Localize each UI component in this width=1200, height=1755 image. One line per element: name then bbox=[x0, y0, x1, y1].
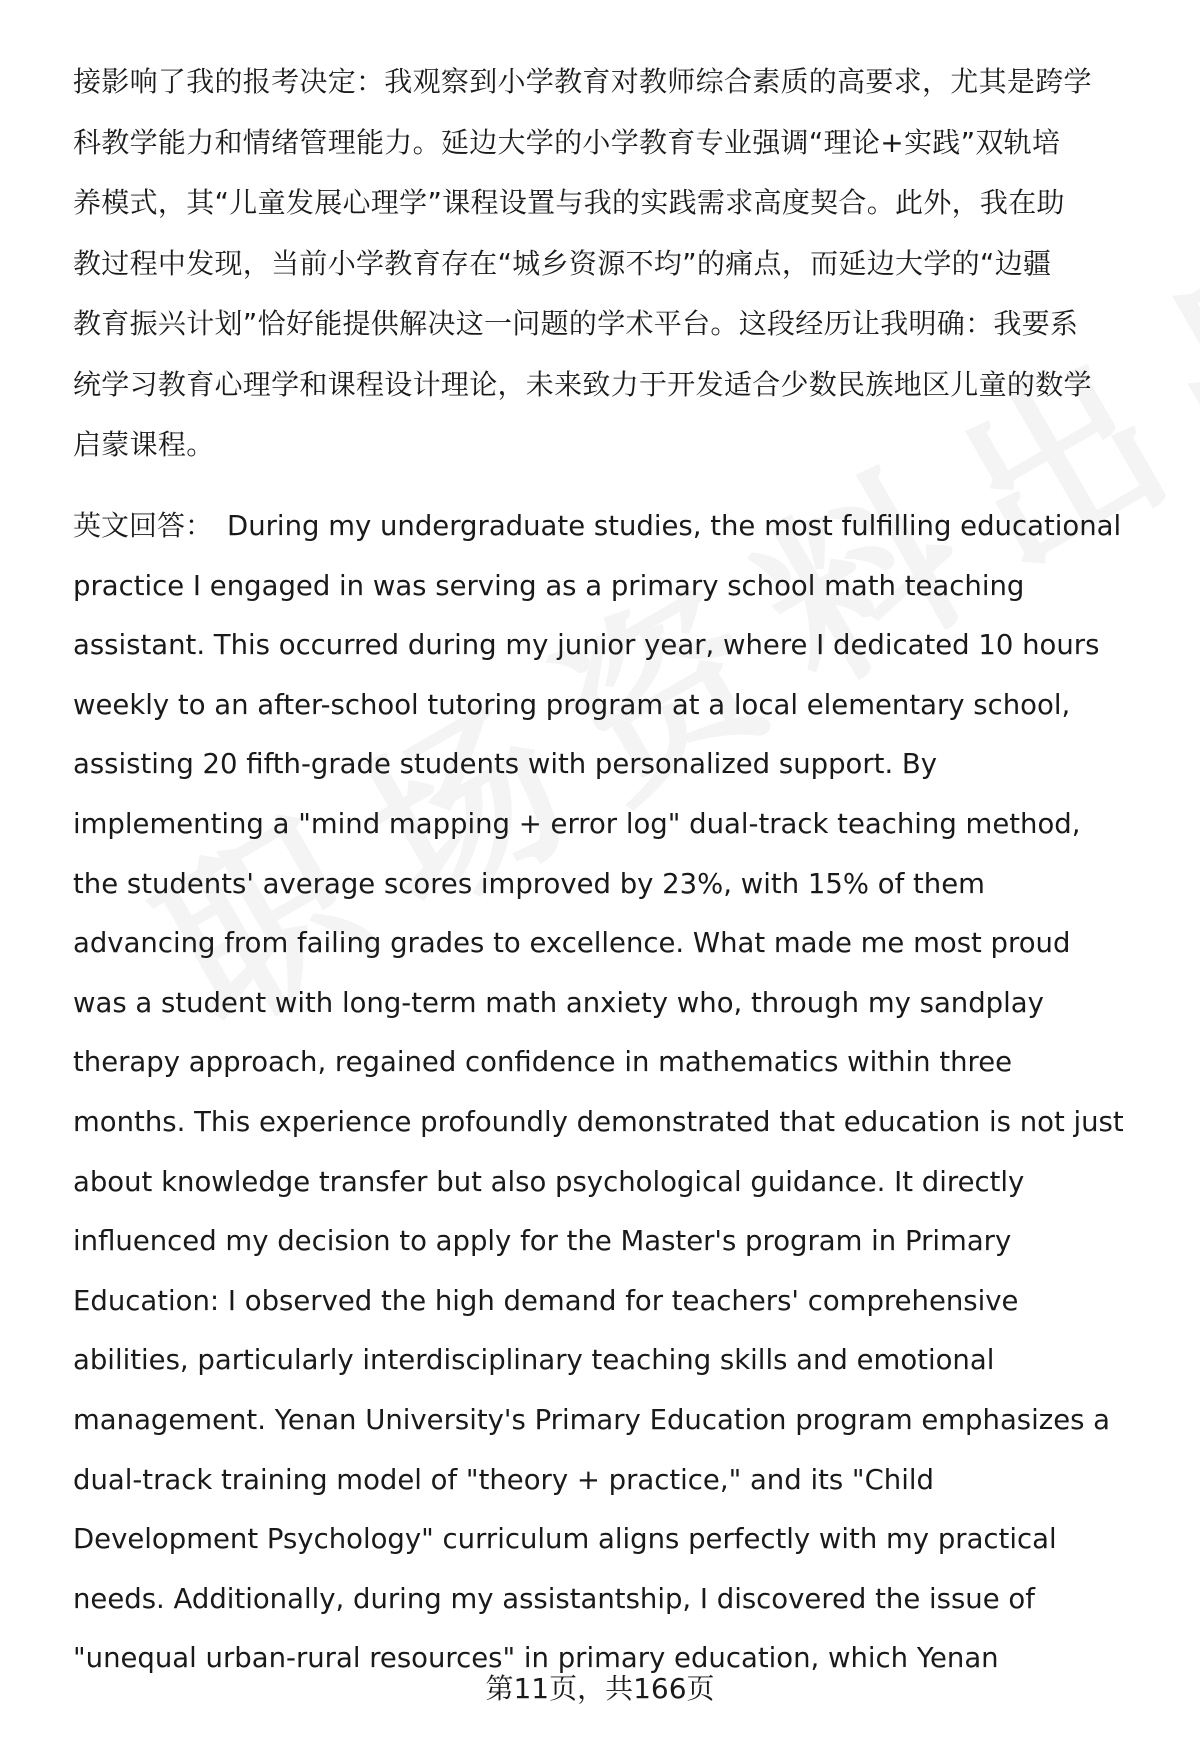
paragraph-line: 教过程中发现，当前小学教育存在“城乡资源不均”的痛点，而延边大学的“边疆 bbox=[73, 246, 1052, 280]
paragraph-line: the students' average scores improved by 23%, with 15% of them bbox=[73, 867, 985, 900]
paragraph-line: influenced my decision to apply for the Master's program in Primary bbox=[73, 1225, 1012, 1258]
paragraph-first-line-text: During my undergraduate studies, the most fulfilling educational bbox=[227, 510, 1122, 542]
paragraph-line: 教育振兴计划”恰好能提供解决这一问题的学术平台。这段经历让我明确：我要系 bbox=[73, 307, 1079, 340]
paragraph-line: "unequal urban-rural resources" in primary education, which Yenan bbox=[73, 1642, 999, 1675]
paragraph-line: practice I engaged in was serving as a primary school math teaching bbox=[73, 569, 1025, 602]
paragraph-line: 启蒙课程。 bbox=[73, 428, 215, 461]
paragraph-line: was a student with long-term math anxiety who, through my sandplay bbox=[73, 986, 1044, 1019]
paragraph-line: assistant. This occurred during my junior year, where I dedicated 10 hours bbox=[73, 629, 1100, 662]
paragraph-line: months. This experience profoundly demonstrated that education is not just bbox=[73, 1105, 1124, 1138]
paragraph-line: Development Psychology" curriculum aligns perfectly with my practical bbox=[73, 1523, 1057, 1556]
paragraph-line: advancing from failing grades to excellence. What made me most proud bbox=[73, 927, 1071, 960]
page-number: 第11页，共166页 bbox=[485, 1672, 715, 1705]
paragraph-line: 统学习教育心理学和课程设计理论，未来致力于开发适合少数民族地区儿童的数学 bbox=[73, 367, 1092, 401]
paragraph-line: weekly to an after-school tutoring program at a local elementary school, bbox=[73, 688, 1071, 721]
paragraph-line: assisting 20 fifth-grade students with personalized support. By bbox=[73, 748, 938, 781]
paragraph-line: therapy approach, regained confidence in mathematics within three bbox=[73, 1046, 1013, 1079]
paragraph-line: 接影响了我的报考决定：我观察到小学教育对教师综合素质的高要求，尤其是跨学 bbox=[73, 65, 1092, 98]
paragraph-line: Education: I observed the high demand for teachers' comprehensive bbox=[73, 1284, 1019, 1317]
paragraph-line: needs. Additionally, during my assistantship, I discovered the issue of bbox=[73, 1582, 1035, 1615]
paragraph-line: about knowledge transfer but also psychological guidance. It directly bbox=[73, 1165, 1025, 1198]
chinese-answer-paragraph bbox=[73, 52, 1155, 476]
paragraph-line: dual-track training model of "theory + practice," and its "Child bbox=[73, 1463, 934, 1496]
paragraph-line: implementing a "mind mapping + error log" dual-track teaching method, bbox=[73, 807, 1081, 840]
english-answer-label: 英文回答： bbox=[73, 509, 214, 542]
paragraph-line: 科教学能力和情绪管理能力。延边大学的小学教育专业强调“理论+实践”双轨培 bbox=[73, 125, 1061, 159]
english-answer-paragraph bbox=[73, 496, 1163, 1689]
paragraph-line: 养模式，其“儿童发展心理学”课程设置与我的实践需求高度契合。此外，我在助 bbox=[73, 186, 1065, 219]
paragraph-line: abilities, particularly interdisciplinary teaching skills and emotional bbox=[73, 1344, 995, 1377]
paragraph-line: management. Yenan University's Primary Education program emphasizes a bbox=[73, 1403, 1111, 1436]
paragraph-line bbox=[73, 496, 1163, 557]
